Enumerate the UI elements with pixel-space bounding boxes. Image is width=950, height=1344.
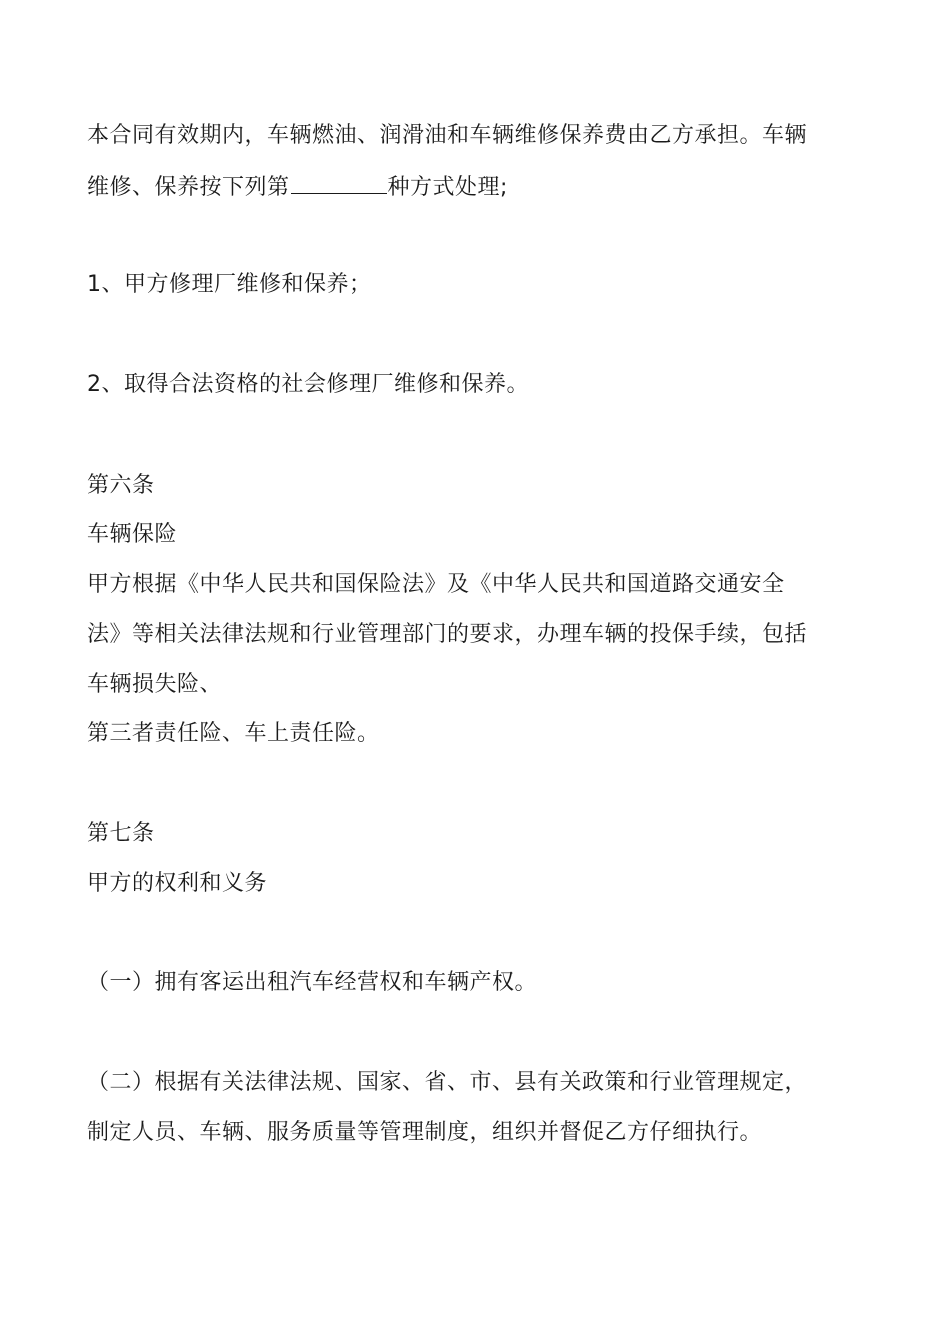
article-6-title: 车辆保险 xyxy=(87,522,178,547)
paragraph-fuel-maintenance-line2 xyxy=(87,171,877,203)
article-6-body-line4: 第三者责任险、车上责任险。 xyxy=(87,721,380,746)
article-6-heading: 第六条 xyxy=(87,473,155,498)
maintenance-method-prefix: 维修、保养按下列第 xyxy=(87,175,290,200)
fill-in-blank[interactable] xyxy=(291,171,387,194)
option-item-1: 1、甲方修理厂维修和保养； xyxy=(87,272,372,297)
article-7-heading: 第七条 xyxy=(87,821,155,846)
article-6-body-line3: 车辆损失险、 xyxy=(87,672,223,697)
maintenance-method-suffix: 种方式处理; xyxy=(387,175,508,200)
clause-2-line1: （二）根据有关法律法规、国家、省、市、县有关政策和行业管理规定， xyxy=(87,1070,808,1095)
article-6-body-line2: 法》等相关法律法规和行业管理部门的要求，办理车辆的投保手续，包括 xyxy=(87,622,808,647)
article-6-body-line1: 甲方根据《中华人民共和国保险法》及《中华人民共和国道路交通安全 xyxy=(87,572,785,597)
paragraph-fuel-maintenance-line1: 本合同有效期内，车辆燃油、润滑油和车辆维修保养费由乙方承担。车辆 xyxy=(87,123,808,148)
clause-1: （一）拥有客运出租汽车经营权和车辆产权。 xyxy=(87,970,538,995)
clause-2-line2: 制定人员、车辆、服务质量等管理制度，组织并督促乙方仔细执行。 xyxy=(87,1120,763,1145)
option-item-2: 2、取得合法资格的社会修理厂维修和保养。 xyxy=(87,372,529,397)
article-7-title: 甲方的权利和义务 xyxy=(87,871,268,896)
